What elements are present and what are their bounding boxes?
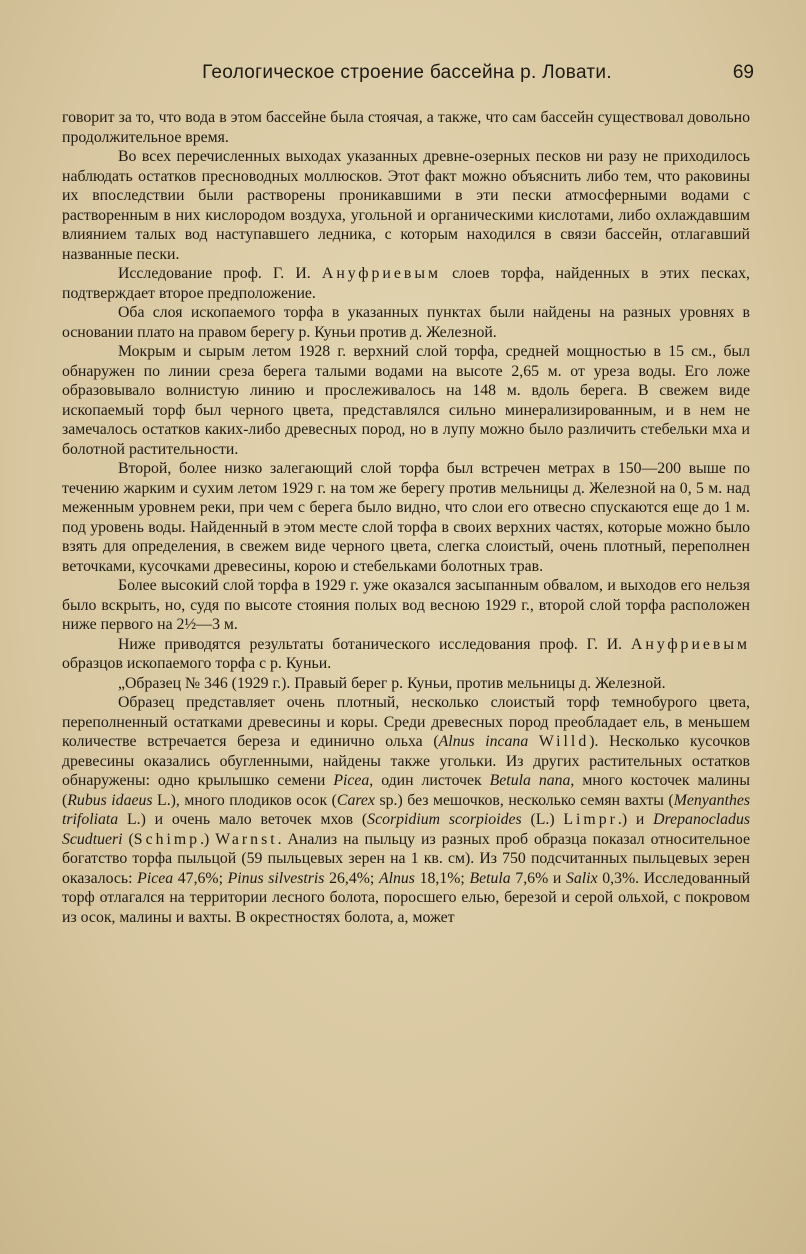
text-run: Ниже приводятся результаты ботанического исследования проф. Г. И. bbox=[118, 635, 631, 653]
species-name: Rubus idaeus bbox=[67, 791, 153, 809]
text-run: ( bbox=[122, 830, 134, 848]
text-run: L.) и очень мало веточек мхов ( bbox=[118, 811, 368, 828]
text-run: (L.) bbox=[521, 811, 564, 828]
running-title: Геологическое строение бассейна р. Ловати. bbox=[202, 62, 612, 83]
author-abbrev: Schimp bbox=[133, 830, 201, 848]
page-number: 69 bbox=[732, 62, 754, 83]
species-name: Betula bbox=[469, 869, 511, 887]
author-abbrev: Limpr bbox=[563, 811, 618, 828]
author-name: Ануфриевым bbox=[630, 635, 750, 653]
text-run: , много косточек малины ( bbox=[62, 772, 750, 809]
text-run: sp.) без мешочков, несколько семян вахты ( bbox=[374, 791, 674, 809]
page-body bbox=[62, 108, 750, 927]
species-name: Alnus incana bbox=[438, 733, 529, 750]
species-name: Picea bbox=[137, 869, 174, 887]
paragraph-sample-description bbox=[62, 693, 750, 927]
paragraph-lower-layer: Второй, более низко залегающий слой торфа был встречен метрах в 150—200 выше по течению жарким и сухим летом 1929 г. на том же берегу против мельницы д. Железной на 0, 5 м. над меженным уровнем реки, при чем с берега было видно, что слои его отвесно спускаются еще до 1 м. под уровень воды. Найденный в этом месте слой торфа в своих верхних частях, которые можно было взять для определения, в свежем виде черного цвета, слегка слоистый, очень плотный, переполнен веточками, кусочками древесины, корою и стебельками болотных трав. bbox=[62, 460, 750, 575]
species-name: Menyanthes trifoliata bbox=[62, 791, 751, 828]
text-run: .) и bbox=[617, 811, 654, 828]
text-run: 7,6% и bbox=[510, 869, 566, 887]
species-name: Salix bbox=[566, 869, 598, 887]
paragraph-upper-layer: Мокрым и сырым летом 1928 г. верхний слой торфа, средней мощностью в 15 см., был обнаружен по линии среза берега талыми водами на высоте 2,65 м. от уреза воды. Его ложе образовывало волнистую линию и прослеживалось на 148 м. вдоль берега. В свежем виде ископаемый торф был черного цвета, представлялся сильно минерализированным, и в нем не замечалось остатков каких-либо древесных пород, но в лупу можно было различить стебельки мха и болотной растительности. bbox=[62, 343, 750, 458]
text-run: , один листочек bbox=[369, 772, 490, 789]
text-run: 18,1%; bbox=[414, 869, 470, 887]
paragraph-mollusks: Во всех перечисленных выходах указанных древне-озерных песков ни разу не приходилось наблюдать остатков пресноводных моллюсков. Этот факт можно объяснить либо тем, что раковины их впоследствии были растворены проникавшими в эти пески атмосферными водами с растворенным в них кислородом воздуха, угольной и органическими кислотами, либо охлаждавшим влиянием талых вод наступавшего ледника, с которым находился в связи бассейн, отлагавший названные пески. bbox=[62, 148, 750, 263]
species-name: Drepanocladus Scudtueri bbox=[62, 811, 750, 848]
text-run: .) bbox=[200, 830, 216, 848]
species-name: Carex bbox=[336, 791, 375, 809]
paragraph-higher-layer: Более высокий слой торфа в 1929 г. уже оказался засыпанным обвалом, и выходов его нельзя было вскрыть, но, судя по высоте стояния полых вод весною 1929 г., второй слой торфа расположен ниже первого на 2½—3 м. bbox=[62, 577, 750, 633]
text-run: . Анализ на пыльцу из разных проб образца показал относительное богатство торфа пыльцой (59 пыльцевых зерен на 1 кв. см). Из 750 подсчитанных пыльцевых зерен оказалось: bbox=[62, 830, 750, 887]
paragraph-continuation: говорит за то, что вода в этом бассейне была стоячая, а также, что сам бассейн существовал довольно продолжительное время. bbox=[62, 109, 750, 146]
text-run: L.), много плодиков осок ( bbox=[152, 791, 337, 809]
author-abbrev: Willd bbox=[538, 733, 590, 750]
paragraph-sample-heading: „Образец № 346 (1929 г.). Правый берег р. Куньи, против мельницы д. Железной. bbox=[118, 674, 666, 692]
text-run: образцов ископаемого торфа с р. Куньи. bbox=[62, 655, 332, 672]
species-name: Picea bbox=[333, 772, 370, 789]
author-name: Ануфриевым bbox=[321, 265, 441, 282]
species-name: Scorpidium scorpioides bbox=[367, 811, 522, 828]
species-name: Pinus silvestris bbox=[227, 869, 325, 887]
text-run: ). Несколько кусочков древесины оказались обугленными, найдены также угольки. Из других растительных остатков обнаружены: одно крылышко семени bbox=[62, 733, 750, 789]
page-header bbox=[60, 62, 754, 90]
text-run: 0,3%. Исследованный торф отлагался на территории лесного болота, поросшего елью, березой и серой ольхой, с покровом из осок, малины и вахты. В окрестностях болота, а, может bbox=[62, 869, 751, 926]
species-name: Alnus bbox=[378, 869, 415, 887]
text-run: Образец представляет очень плотный, несколько слоистый торф темнобурого цвета, переполненный остатками древесины и коры. Среди древесных пород преобладает ель, в меньшем количестве встречается береза и единично ольха ( bbox=[62, 694, 750, 750]
text-run: слоев торфа, найденных в этих песках, подтверждает второе предположение. bbox=[62, 265, 751, 302]
paragraph-results-intro bbox=[62, 635, 750, 674]
text-run: 26,4%; bbox=[324, 869, 379, 887]
author-abbrev: Warnst bbox=[215, 830, 278, 848]
paragraph-anufriev-study bbox=[62, 264, 750, 303]
text-run: Исследование проф. Г. И. bbox=[118, 265, 322, 282]
text-run: 47,6%; bbox=[173, 869, 228, 887]
species-name: Betula nana bbox=[489, 772, 571, 789]
paragraph-two-layers: Оба слоя ископаемого торфа в указанных пунктах были найдены на разных уровнях в основании плато на правом берегу р. Куньи против д. Железной. bbox=[62, 304, 750, 341]
